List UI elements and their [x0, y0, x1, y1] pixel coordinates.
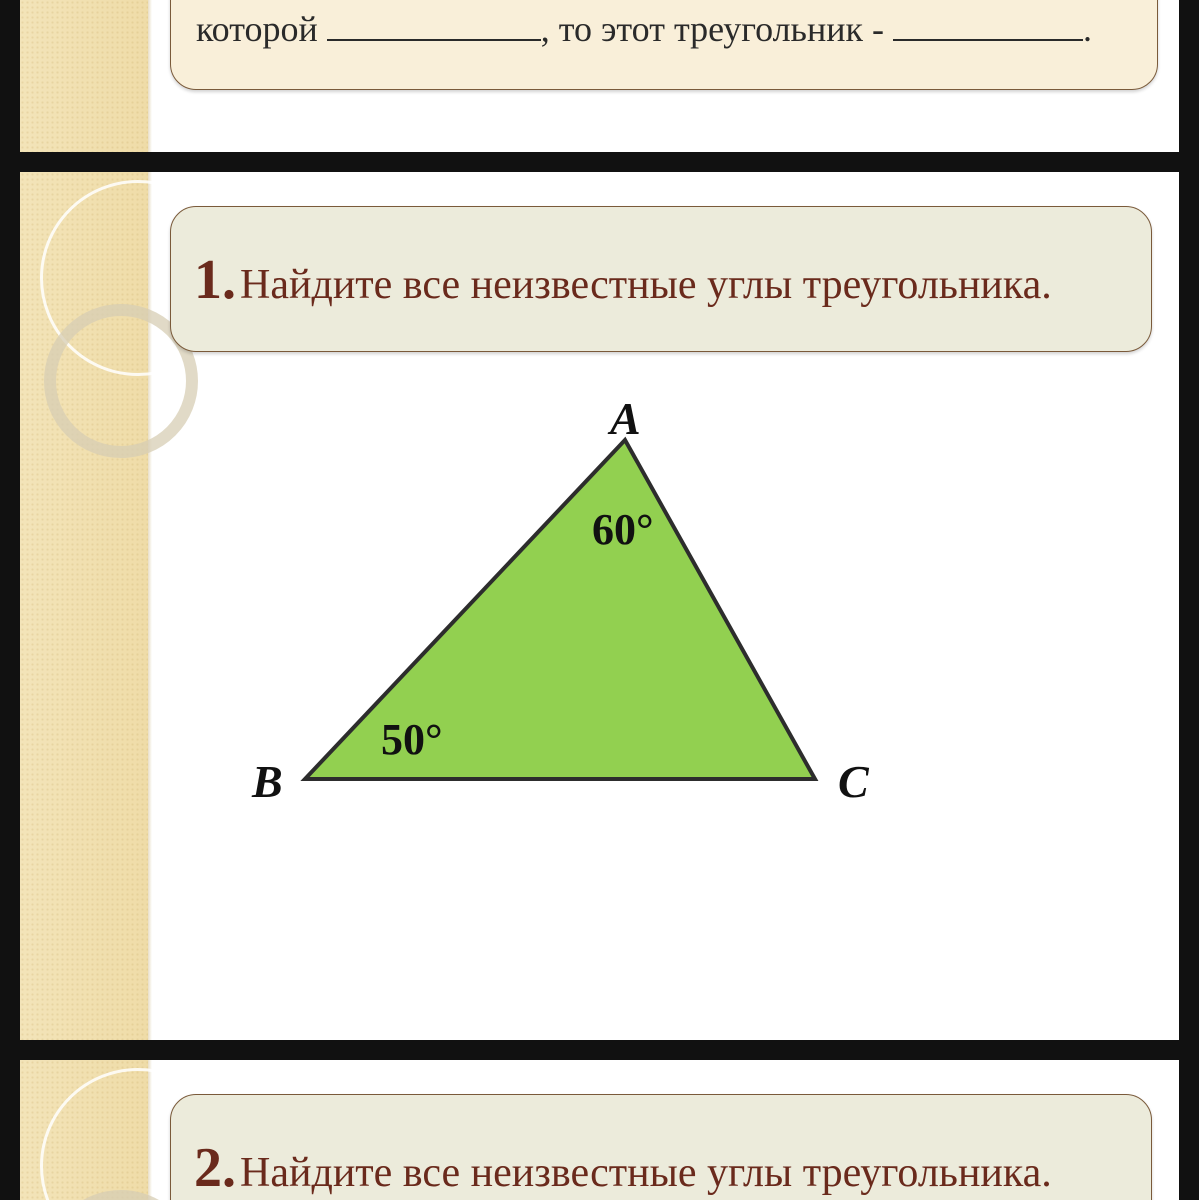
task-1-text: Найдите все неизвестные углы треугольника. — [240, 262, 1052, 308]
vertex-b-label: B — [252, 756, 283, 807]
answer-blank-2[interactable] — [893, 9, 1083, 41]
vertex-a-label: A — [610, 393, 641, 444]
definition-part-3: . — [1082, 9, 1092, 49]
decorative-strip — [20, 0, 148, 152]
answer-blank-1[interactable] — [327, 9, 541, 41]
task-2-title — [194, 1136, 1052, 1200]
vertex-c-label: C — [838, 756, 869, 807]
angle-a-label: 60° — [592, 505, 654, 554]
angle-b-label: 50° — [381, 715, 443, 764]
slide-task-2 — [20, 1060, 1179, 1200]
task-1-number: 1. — [194, 249, 236, 311]
task-2-number: 2. — [194, 1137, 236, 1199]
slide-top — [20, 0, 1179, 152]
definition-part-1: которой — [196, 9, 318, 49]
slide-task-1 — [20, 172, 1179, 1040]
task-2-text: Найдите все неизвестные углы треугольника. — [240, 1150, 1052, 1196]
definition-part-2: , то этот треугольник - — [540, 9, 884, 49]
triangle-figure — [20, 172, 1179, 1040]
definition-text — [196, 8, 1092, 50]
